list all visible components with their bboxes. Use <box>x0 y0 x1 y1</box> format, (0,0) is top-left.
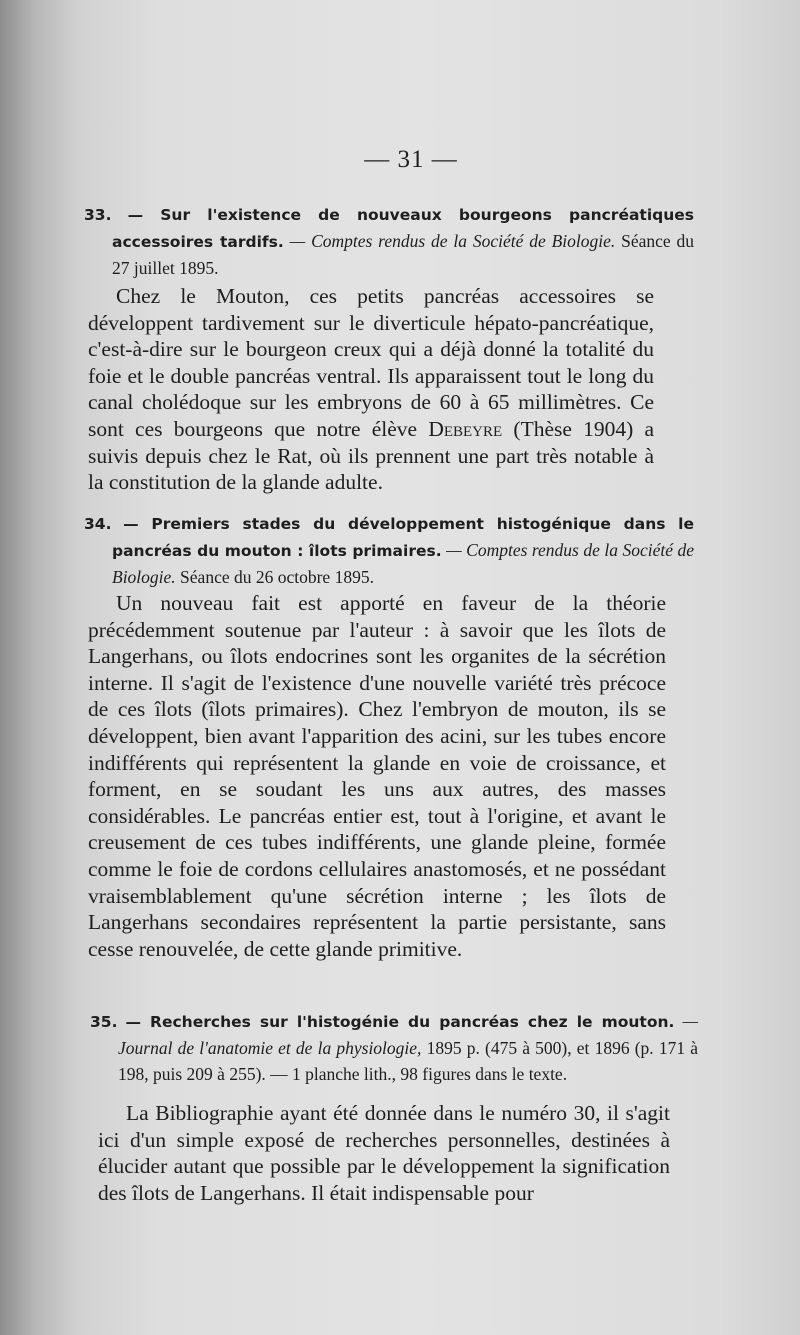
entry-35-heading <box>90 1008 698 1087</box>
entry-33-session: Séance du 27 juillet 1895. <box>112 231 695 278</box>
entry-33-number: 33. <box>84 206 112 224</box>
entry-34-journal: — Comptes rendus de la Société de Biologie. <box>112 540 695 587</box>
entry-33-body-text-a: Chez le Mouton, ces petits pancréas accessoires se développent tardivement sur le diverticule hépato-pancréatique, c'est-à-dire sur le bourgeon creux qui a déjà donné la totalité du foie et le double pancréas ventral. Ils apparaissent tout le long du canal cholédoque sur les embryons de 60 à 65 millimètres. Ce sont ces bourgeons que notre élève <box>88 284 654 441</box>
page-number: — 31 — <box>364 146 458 173</box>
entry-34-title: — Premiers stades du développement histogénique dans le pancréas du mouton : îlots primaires. <box>112 515 695 560</box>
entry-35-body: La Bibliographie ayant été donnée dans le numéro 30, il s'agit ici d'un simple exposé de recherches personnelles, destinées à élucider autant que possible par le développement la signification des îlots de Langerhans. Il était indispensable pour <box>98 1101 670 1205</box>
entry-35-journal: — Journal de l'anatomie et de la physiologie, <box>118 1011 698 1058</box>
entry-34-heading <box>84 510 694 590</box>
entry-34-body: Un nouveau fait est apporté en faveur de la théorie précédemment soutenue par l'auteur : à savoir que les îlots de Langerhans, ou îlots endocrines sont les organites de la sécrétion interne. Il s'agit de l'existence d'une nouvelle variété très précoce de ces îlots (îlots primaires). Chez l'embryon de mouton, ils se développent, bien avant l'apparition des acini, sur les tubes encore indifférents qui représentent la glande en voie de croissance, et forment, en se soudant les uns aux autres, des masses considérables. Le pancréas entier est, tout à l'origine, et avant le creusement de ces tubes indifférents, une glande pleine, formée comme le foie de cordons cellulaires anastomosés, et ne possédant vraisemblablement qu'une sécrétion interne ; les îlots de Langerhans secondaires représentent la partie persistante, sans cesse renouvelée, de cette glande primitive. <box>88 591 666 961</box>
entry-33-author-name: Debeyre <box>428 416 503 441</box>
entry-33-body-text-b: (Thèse 1904) a suivis depuis chez le Rat, où ils prennent une part très notable à la constitution de la glande adulte. <box>88 416 655 495</box>
entry-35-title: — Recherches sur l'histogénie du pancréas chez le mouton. <box>125 1013 675 1031</box>
entry-33-body <box>88 283 654 496</box>
entry-33-title: — Sur l'existence de nouveaux bourgeons pancréatiques accessoires tardifs. <box>112 206 695 251</box>
entry-35-pages: 1895 p. (475 à 500), et 1896 (p. 171 à 198, puis 209 à 255). — 1 planche lith., 98 figures dans le texte. <box>118 1038 698 1084</box>
entry-33-heading <box>84 201 694 281</box>
entry-35-number: 35. <box>90 1013 118 1031</box>
entry-34-number: 34. <box>84 515 112 533</box>
entry-33-journal: — Comptes rendus de la Société de Biologie. <box>289 231 616 251</box>
entry-34-session: Séance du 26 octobre 1895. <box>180 567 374 587</box>
